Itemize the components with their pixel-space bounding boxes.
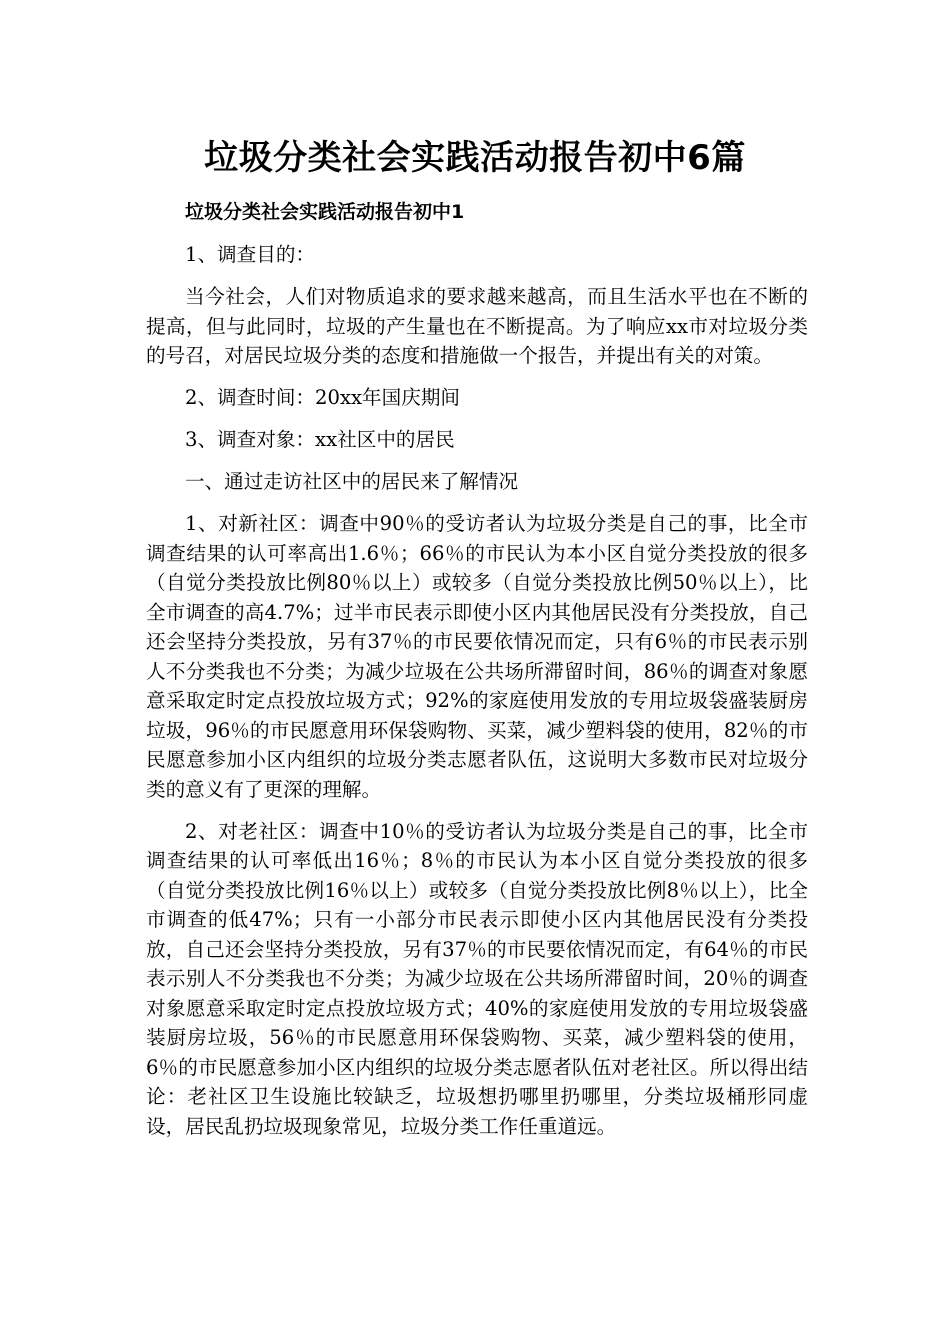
paragraph-section-one: 一、通过走访社区中的居民来了解情况 xyxy=(185,470,519,493)
paragraph-survey-subject: 3、调查对象：xx社区中的居民 xyxy=(185,428,455,451)
paragraph-purpose: 当今社会，人们对物质追求的要求越来越高，而且生活水平也在不断的提高，但与此同时，垃圾的产生量也在不断提高。为了响应xx市对垃圾分类的号召，对居民垃圾分类的态度和措施做一个报告，并提出有关的对策。 xyxy=(146,285,808,367)
document-title: 垃圾分类社会实践活动报告初中6篇 xyxy=(204,138,746,178)
section-subheading: 垃圾分类社会实践活动报告初中1 xyxy=(185,201,465,223)
paragraph-purpose-heading: 1、调查目的： xyxy=(185,243,316,266)
paragraph-old-community: 2、对老社区：调查中10％的受访者认为垃圾分类是自己的事，比全市调查结果的认可率低出16％；8％的市民认为本小区自觉分类投放的很多（自觉分类投放比例16％以上）或较多（自觉分类投放比例8％以上），比全市调查的低47%；只有一小部分市民表示即使小区内其他居民没有分类投放，自己还会坚持分类投放，另有37％的市民要依情况而定，有64％的市民表示别人不分类我也不分类；为减少垃圾在公共场所滞留时间，20％的调查对象愿意采取定时定点投放垃圾方式；40%的家庭使用发放的专用垃圾袋盛装厨房垃圾，56％的市民愿意用环保袋购物、买菜，减少塑料袋的使用，6％的市民愿意参加小区内组织的垃圾分类志愿者队伍对老社区。所以得出结论：老社区卫生设施比较缺乏，垃圾想扔哪里扔哪里，分类垃圾桶形同虚设，居民乱扔垃圾现象常见，垃圾分类工作任重道远。 xyxy=(146,819,808,1138)
paragraph-survey-time: 2、调查时间：20xx年国庆期间 xyxy=(185,386,461,409)
document-body xyxy=(146,198,808,1154)
paragraph-new-community: 1、对新社区：调查中90％的受访者认为垃圾分类是自己的事，比全市调查结果的认可率高出1.6％；66％的市民认为本小区自觉分类投放的很多（自觉分类投放比例80％以上）或较多（自觉分类投放比例50％以上），比全市调查的高4.7%；过半市民表示即使小区内其他居民没有分类投放，自己还会坚持分类投放，另有37％的市民要依情况而定，只有6％的市民表示别人不分类我也不分类；为减少垃圾在公共场所滞留时间，86％的调查对象愿意采取定时定点投放垃圾方式；92%的家庭使用发放的专用垃圾袋盛装厨房垃圾，96％的市民愿意用环保袋购物、买菜，减少塑料袋的使用，82％的市民愿意参加小区内组织的垃圾分类志愿者队伍，这说明大多数市民对垃圾分类的意义有了更深的理解。 xyxy=(146,512,808,801)
